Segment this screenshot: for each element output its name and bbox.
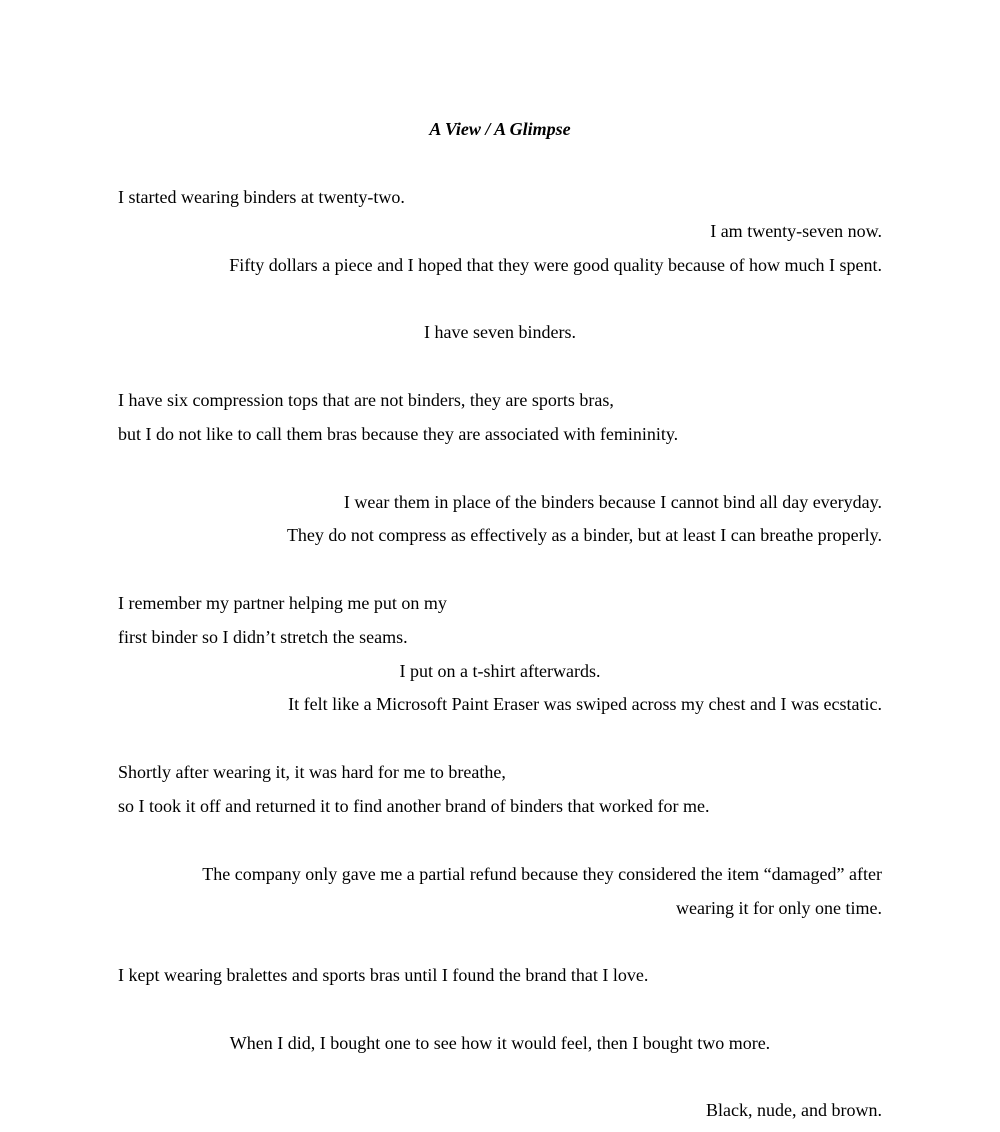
poem-line: The company only gave me a partial refund because they considered the item “damaged” after [202, 864, 882, 884]
poem-line: I wear them in place of the binders because I cannot bind all day everyday. [343, 492, 882, 512]
poem-title: A View / A Glimpse [429, 119, 571, 139]
poem-line: wearing it for only one time. [676, 898, 882, 918]
poem-line: It felt like a Microsoft Paint Eraser was swiped across my chest and I was ecstatic. [288, 694, 882, 714]
poem-line: I remember my partner helping me put on my [118, 593, 447, 613]
poem-line: first binder so I didn’t stretch the seams. [118, 627, 408, 647]
poem-line: I started wearing binders at twenty-two. [118, 187, 405, 207]
poem-line: Fifty dollars a piece and I hoped that they were good quality because of how much I spent. [229, 255, 882, 275]
poem-line: I am twenty-seven now. [710, 221, 882, 241]
poem-line: so I took it off and returned it to find another brand of binders that worked for me. [118, 796, 710, 816]
poem-line: Black, nude, and brown. [706, 1100, 882, 1120]
poem-line: When I did, I bought one to see how it would feel, then I bought two more. [229, 1033, 771, 1053]
poem-line: I kept wearing bralettes and sports bras until I found the brand that I love. [118, 965, 649, 985]
poem-line: I have seven binders. [424, 322, 576, 342]
poem-line: but I do not like to call them bras because they are associated with femininity. [118, 424, 679, 444]
poem-line: I have six compression tops that are not binders, they are sports bras, [118, 390, 614, 410]
poem-line: Shortly after wearing it, it was hard for me to breathe, [118, 762, 506, 782]
poem-line: I put on a t-shirt afterwards. [399, 661, 601, 681]
poem-line: They do not compress as effectively as a binder, but at least I can breathe properly. [286, 525, 882, 545]
